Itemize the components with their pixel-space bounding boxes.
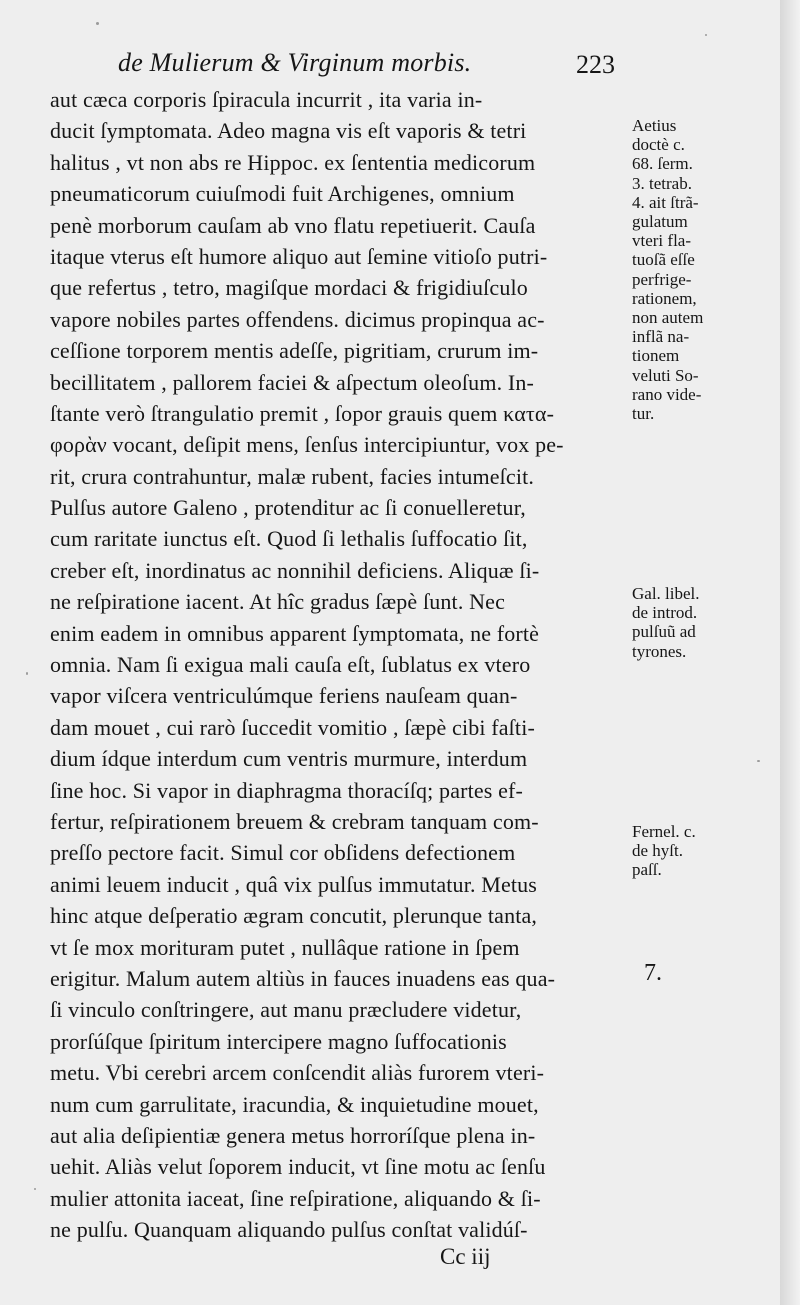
page-gutter xyxy=(780,0,800,1305)
text-line: pneumaticorum cuiuſmodi fuit Archigenes, omnium xyxy=(50,181,515,207)
text-line: halitus , vt non abs re Hippoc. ex ſententia medicorum xyxy=(50,149,536,175)
page-number: 223 xyxy=(576,50,615,79)
margin-note-line: inflã na- xyxy=(632,327,690,347)
text-line: cum raritate iunctus eſt. Quod ſi lethalis ſuffocatio ſit, xyxy=(50,526,528,552)
margin-note-line: Aetius xyxy=(632,116,677,135)
text-line: penè morborum cauſam ab vno flatu repetiuerit. Cauſa xyxy=(50,212,536,238)
text-line: vapor viſcera ventriculúmque feriens nauſeam quan- xyxy=(50,683,518,709)
text-line: num cum garrulitate, iracundia, & inquietudine mouet, xyxy=(50,1091,539,1117)
margin-note-line: vteri fla- xyxy=(632,231,691,251)
paper-speck xyxy=(34,1188,36,1190)
text-line: enim eadem in omnibus apparent ſymptomata, ne fortè xyxy=(50,620,540,646)
text-line: ſtante verò ſtrangulatio premit , ſopor grauis quem κατα- xyxy=(50,400,555,426)
margin-note-fernel xyxy=(632,822,782,880)
text-line: ducit ſymptomata. Adeo magna vis eſt vaporis & tetri xyxy=(50,118,527,144)
margin-note-line: 68. ſerm. xyxy=(632,154,693,174)
margin-note-line: doctè c. xyxy=(632,135,685,155)
text-line: metu. Vbi cerebri arcem conſcendit aliàs furorem vteri- xyxy=(50,1060,545,1086)
text-line: erigitur. Malum autem altiùs in fauces inuadens eas qua- xyxy=(50,965,556,991)
text-line: preſſo pectore facit. Simul cor obſidens defectionem xyxy=(50,840,516,866)
running-header xyxy=(118,48,638,84)
text-line: uehit. Aliàs velut ſoporem inducit, vt ſine motu ac ſenſu xyxy=(50,1154,546,1180)
margin-note-line: rano vide- xyxy=(632,384,702,404)
text-line: φορὰν vocant, deſipit mens, ſenſus intercipiuntur, vox pe- xyxy=(50,432,564,458)
text-line: que refertus , tetro, magiſque mordaci & frigidiuſculo xyxy=(50,275,528,301)
text-line: creber eſt, inordinatus ac nonnihil deficiens. Aliquæ ſi- xyxy=(50,557,540,583)
text-line: ne reſpiratione iacent. At hîc gradus ſæpè ſunt. Nec xyxy=(50,589,505,615)
text-line: ceſſione torporem mentis adeſſe, pigritiam, crurum im- xyxy=(50,338,539,364)
text-line: dam mouet , cui rarò ſuccedit vomitio , ſæpè cibi faſti- xyxy=(50,714,535,740)
margin-note-line: paſſ. xyxy=(632,860,662,880)
margin-note-line: Gal. libel. xyxy=(632,584,700,603)
body-text xyxy=(50,84,630,1245)
text-line: Pulſus autore Galeno , protenditur ac ſi conuelleretur, xyxy=(50,495,526,521)
margin-note-line: veluti So- xyxy=(632,365,699,385)
margin-note-line: tuoſã eſſe xyxy=(632,250,695,270)
margin-note-line: Fernel. c. xyxy=(632,822,696,841)
text-line: becillitatem , pallorem faciei & aſpectum oleoſum. In- xyxy=(50,369,534,395)
paper-speck xyxy=(757,760,760,762)
margin-note-line: tur. xyxy=(632,404,655,424)
margin-note-line: 3. tetrab. xyxy=(632,173,692,193)
margin-note-line: perfrige- xyxy=(632,269,692,289)
margin-note-line: non autem xyxy=(632,308,704,328)
margin-section-number: 7. xyxy=(644,960,662,986)
margin-note-aetius xyxy=(632,116,782,423)
text-line: ſine hoc. Si vapor in diaphragma thoracíſq; partes ef- xyxy=(50,777,524,803)
text-line: dium ídque interdum cum ventris murmure, interdum xyxy=(50,746,528,772)
text-line: prorſúſque ſpiritum intercipere magno ſuffocationis xyxy=(50,1028,507,1054)
paper-speck xyxy=(705,34,707,36)
text-line: ſi vinculo conſtringere, aut manu præcludere videtur, xyxy=(50,997,522,1023)
margin-note-line: pulſuũ ad xyxy=(632,622,696,642)
text-line: vapore nobiles partes offendens. dicimus propinqua ac- xyxy=(50,306,545,332)
text-line: hinc atque deſperatio ægram concutit, plerunque tanta, xyxy=(50,903,538,929)
margin-note-line: tionem xyxy=(632,346,680,366)
margin-note-line: de hyſt. xyxy=(632,841,683,861)
text-line: mulier attonita iaceat, ſine reſpiratione, aliquando & ſi- xyxy=(50,1185,541,1211)
running-title: de Mulierum & Virginum morbis. xyxy=(118,48,472,77)
paper-speck xyxy=(26,672,28,675)
text-line: vt ſe mox morituram putet , nullâque ratione in ſpem xyxy=(50,934,520,960)
margin-note-galen xyxy=(632,584,782,661)
text-line: rit, crura contrahuntur, malæ rubent, facies intumeſcit. xyxy=(50,463,535,489)
text-line: omnia. Nam ſi exigua mali cauſa eſt, ſublatus ex vtero xyxy=(50,652,531,678)
show-through-bleed xyxy=(688,1060,778,1130)
signature-mark: Cc iij xyxy=(440,1244,491,1269)
margin-note-line: rationem, xyxy=(632,288,697,308)
text-line: ne pulſu. Quanquam aliquando pulſus conſtat validúſ- xyxy=(50,1217,528,1243)
text-line: aut cæca corporis ſpiracula incurrit , ita varia in- xyxy=(50,87,483,112)
paper-speck xyxy=(96,22,99,25)
margin-note-line: de introd. xyxy=(632,603,698,623)
margin-note-line: 4. ait ſtrã- xyxy=(632,192,699,212)
margin-note-line: tyrones. xyxy=(632,641,687,661)
text-line: fertur, reſpirationem breuem & crebram tanquam com- xyxy=(50,808,539,834)
text-line: itaque vterus eſt humore aliquo aut ſemine vitioſo putri- xyxy=(50,243,548,269)
text-line: animi leuem inducit , quâ vix pulſus immutatur. Metus xyxy=(50,871,538,897)
text-line: aut alia deſipientiæ genera metus horroríſque plena in- xyxy=(50,1122,536,1148)
margin-note-line: gulatum xyxy=(632,212,688,232)
